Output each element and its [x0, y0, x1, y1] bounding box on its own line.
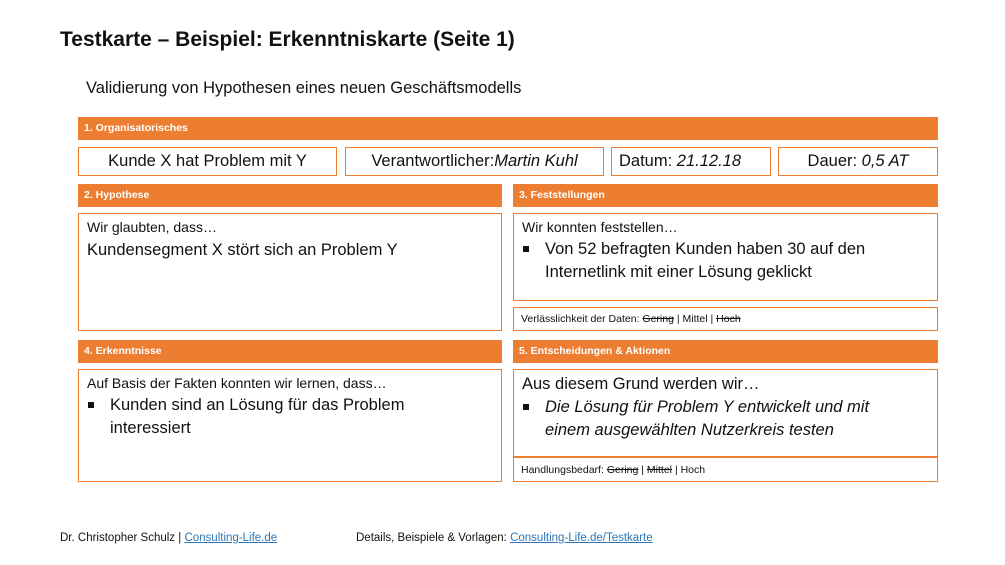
details-label: Details, Beispiele & Vorlagen:: [356, 532, 507, 544]
findings-box: [513, 213, 938, 301]
need-label: Handlungsbedarf:: [521, 463, 604, 476]
need-option-mittel: Mittel: [646, 463, 673, 476]
separator: |: [674, 463, 678, 476]
reliability-option-gering: Gering: [642, 313, 674, 325]
separator: |: [676, 313, 680, 325]
list-item: Von 52 befragten Kunden haben 30 auf den Internetlink mit einer Lösung geklickt: [522, 238, 902, 284]
section-header-erkenntnisse: 4. Erkenntnisse: [78, 340, 502, 363]
footer-author: [60, 532, 277, 544]
hypothesis-box: [78, 213, 502, 331]
footer-details: [356, 532, 653, 544]
section-header-feststellungen: 3. Feststellungen: [513, 184, 938, 207]
author-link[interactable]: Consulting-Life.de: [184, 532, 278, 544]
bullet-square-icon: [523, 246, 529, 252]
page-subtitle: Validierung von Hypothesen eines neuen Geschäftsmodells: [86, 79, 522, 97]
reliability-label: Verlässlichkeit der Daten:: [521, 313, 640, 325]
findings-lead: Wir konnten feststellen…: [522, 219, 678, 235]
decisions-lead: Aus diesem Grund werden wir…: [522, 375, 760, 393]
author-name: Dr. Christopher Schulz: [60, 532, 176, 544]
decisions-list: [522, 396, 902, 442]
list-item: Kunden sind an Lösung für das Problem interessiert: [87, 394, 417, 440]
reliability-option-mittel: Mittel: [682, 313, 708, 325]
duration-label: Dauer:: [807, 152, 858, 170]
section-header-hypothese: 2. Hypothese: [78, 184, 502, 207]
date-value: 21.12.18: [676, 152, 742, 170]
responsible-value: Martin Kuhl: [494, 152, 578, 170]
responsible-field: [345, 147, 604, 176]
section-header-entscheidungen: 5. Entscheidungen & Aktionen: [513, 340, 938, 363]
separator: |: [178, 532, 182, 544]
list-item: Die Lösung für Problem Y entwickelt und mit einem ausgewählten Nutzerkreis testen: [522, 396, 902, 442]
section-header-organisatorisches: 1. Organisatorisches: [78, 117, 938, 140]
reliability-option-hoch: Hoch: [716, 313, 741, 325]
bullet-square-icon: [523, 404, 529, 410]
separator: |: [710, 313, 714, 325]
details-link[interactable]: Consulting-Life.de/Testkarte: [510, 532, 653, 544]
responsible-label: Verantwortlicher:: [371, 152, 495, 170]
insights-list: [87, 394, 417, 440]
findings-list: [522, 238, 902, 284]
page-title: Testkarte – Beispiel: Erkenntniskarte (Seite 1): [60, 28, 515, 51]
test-name-field: [78, 147, 337, 176]
hypothesis-lead: Wir glaubten, dass…: [87, 219, 217, 235]
action-need-bar: [513, 457, 938, 482]
date-label: Datum:: [619, 152, 673, 170]
need-option-hoch: Hoch: [680, 463, 706, 476]
test-name-value: Kunde X hat Problem mit Y: [108, 152, 307, 170]
duration-value: 0,5 AT: [861, 152, 909, 170]
decisions-box: [513, 369, 938, 457]
bullet-square-icon: [88, 402, 94, 408]
date-field: [611, 147, 771, 176]
separator: |: [641, 463, 644, 476]
duration-field: [778, 147, 938, 176]
need-option-gering: Gering: [606, 463, 639, 476]
insights-box: [78, 369, 502, 482]
data-reliability-bar: [513, 307, 938, 331]
hypothesis-text: Kundensegment X stört sich an Problem Y: [87, 241, 398, 259]
insights-lead: Auf Basis der Fakten konnten wir lernen, dass…: [87, 375, 387, 391]
